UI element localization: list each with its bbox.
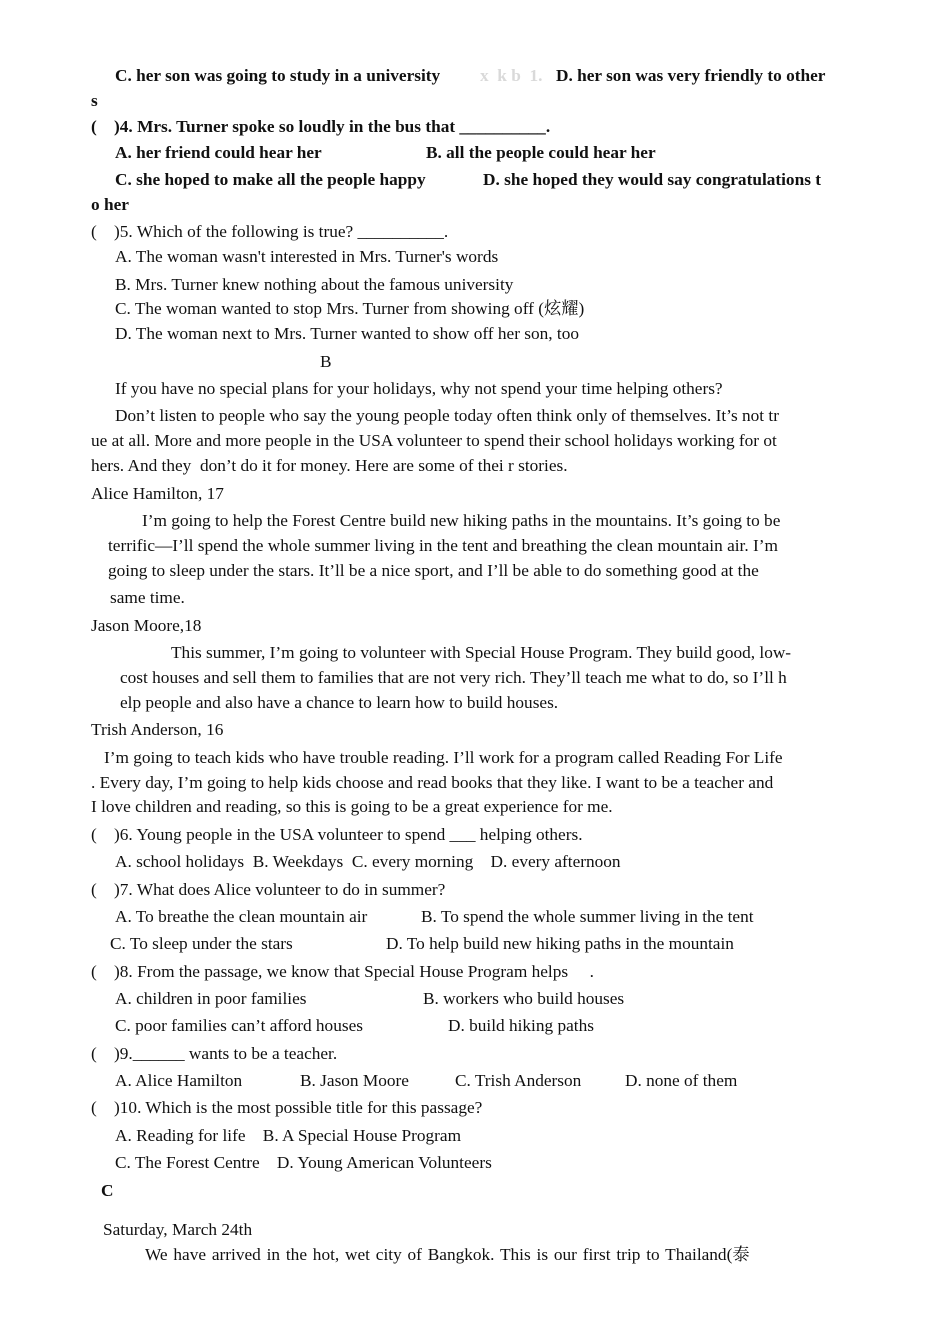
alice-line-4: same time.	[110, 588, 185, 607]
q8-option-d: D. build hiking paths	[448, 1016, 594, 1035]
c-para-1: We have arrived in the hot, wet city of Bangkok. This is our first trip to Thailand(泰	[145, 1245, 750, 1264]
alice-line-3: going to sleep under the stars. It’ll be a nice sport, and I’ll be able to do something good at the	[108, 561, 759, 580]
q4-option-c: C. she hoped to make all the people happy	[115, 170, 426, 189]
q4-stem: ( )4. Mrs. Turner spoke so loudly in the bus that __________.	[91, 117, 551, 136]
q8-stem: ( )8. From the passage, we know that Special House Program helps .	[91, 962, 594, 981]
q4-option-d: D. she hoped they would say congratulations t	[483, 170, 821, 189]
q8-option-b: B. workers who build houses	[423, 989, 625, 1008]
alice-line-1: I’m going to help the Forest Centre build new hiking paths in the mountains. It’s going to be	[142, 511, 781, 530]
watermark: x k b 1.	[480, 66, 543, 85]
q8-option-a: A. children in poor families	[115, 989, 307, 1008]
b-para-2-line-1: Don’t listen to people who say the young people today often think only of themselves. It’s not tr	[115, 406, 779, 425]
alice-line-2: terrific—I’ll spend the whole summer living in the tent and breathing the clean mountain air. I’m	[108, 536, 778, 555]
trish-line-3: I love children and reading, so this is going to be a great experience for me.	[91, 797, 613, 816]
q4-option-d-wrap: o her	[91, 195, 129, 214]
q3-option-d: D. her son was very friendly to other	[556, 66, 826, 85]
q9-option-a: A. Alice Hamilton	[115, 1071, 243, 1090]
q3-option-c: C. her son was going to study in a university	[115, 66, 441, 85]
q10-stem: ( )10. Which is the most possible title for this passage?	[91, 1098, 483, 1117]
b-para-1: If you have no special plans for your holidays, why not spend your time helping others?	[115, 379, 723, 398]
jason-line-3: elp people and also have a chance to learn how to build houses.	[120, 693, 559, 712]
q4-option-b: B. all the people could hear her	[426, 143, 656, 162]
q7-option-d: D. To help build new hiking paths in the mountain	[386, 934, 734, 953]
q9-option-b: B. Jason Moore	[300, 1071, 409, 1090]
q10-options-cd: C. The Forest Centre D. Young American Volunteers	[115, 1153, 492, 1172]
trish-line-1: I’m going to teach kids who have trouble reading. I’ll work for a program called Reading For Life	[104, 748, 783, 767]
q5-stem: ( )5. Which of the following is true? __________.	[91, 222, 449, 241]
q9-option-d: D. none of them	[625, 1071, 738, 1090]
q4-option-a: A. her friend could hear her	[115, 143, 322, 162]
jason-name: Jason Moore,18	[91, 616, 202, 635]
trish-name: Trish Anderson, 16	[91, 720, 224, 739]
q5-option-d: D. The woman next to Mrs. Turner wanted to show off her son, too	[115, 324, 579, 343]
c-date: Saturday, March 24th	[103, 1220, 253, 1239]
q9-stem: ( )9.______ wants to be a teacher.	[91, 1044, 338, 1063]
b-para-2-line-2: ue at all. More and more people in the USA volunteer to spend their school holidays working for ot	[91, 431, 777, 450]
q7-option-b: B. To spend the whole summer living in the tent	[421, 907, 754, 926]
section-c-heading: C	[101, 1181, 114, 1200]
q8-option-c: C. poor families can’t afford houses	[115, 1016, 363, 1035]
q6-options: A. school holidays B. Weekdays C. every morning D. every afternoon	[115, 852, 621, 871]
b-para-2-line-3: hers. And they don’t do it for money. Here are some of thei r stories.	[91, 456, 568, 475]
q7-stem: ( )7. What does Alice volunteer to do in summer?	[91, 880, 446, 899]
q7-option-c: C. To sleep under the stars	[110, 934, 293, 953]
q6-stem: ( )6. Young people in the USA volunteer to spend ___ helping others.	[91, 825, 583, 844]
q3-option-d-wrap: s	[91, 91, 98, 110]
alice-name: Alice Hamilton, 17	[91, 484, 224, 503]
q5-option-c: C. The woman wanted to stop Mrs. Turner from showing off (炫耀)	[115, 299, 585, 318]
q5-option-a: A. The woman wasn't interested in Mrs. Turner's words	[115, 247, 499, 266]
trish-line-2: . Every day, I’m going to help kids choose and read books that they like. I want to be a teacher and	[91, 773, 774, 792]
jason-line-1: This summer, I’m going to volunteer with Special House Program. They build good, low-	[171, 643, 792, 662]
q5-option-b: B. Mrs. Turner knew nothing about the famous university	[115, 275, 514, 294]
q7-option-a: A. To breathe the clean mountain air	[115, 907, 368, 926]
section-b-heading: B	[320, 352, 332, 371]
q9-option-c: C. Trish Anderson	[455, 1071, 582, 1090]
q10-options-ab: A. Reading for life B. A Special House Program	[115, 1126, 462, 1145]
jason-line-2: cost houses and sell them to families that are not very rich. They’ll teach me what to do, so I’ll h	[120, 668, 787, 687]
